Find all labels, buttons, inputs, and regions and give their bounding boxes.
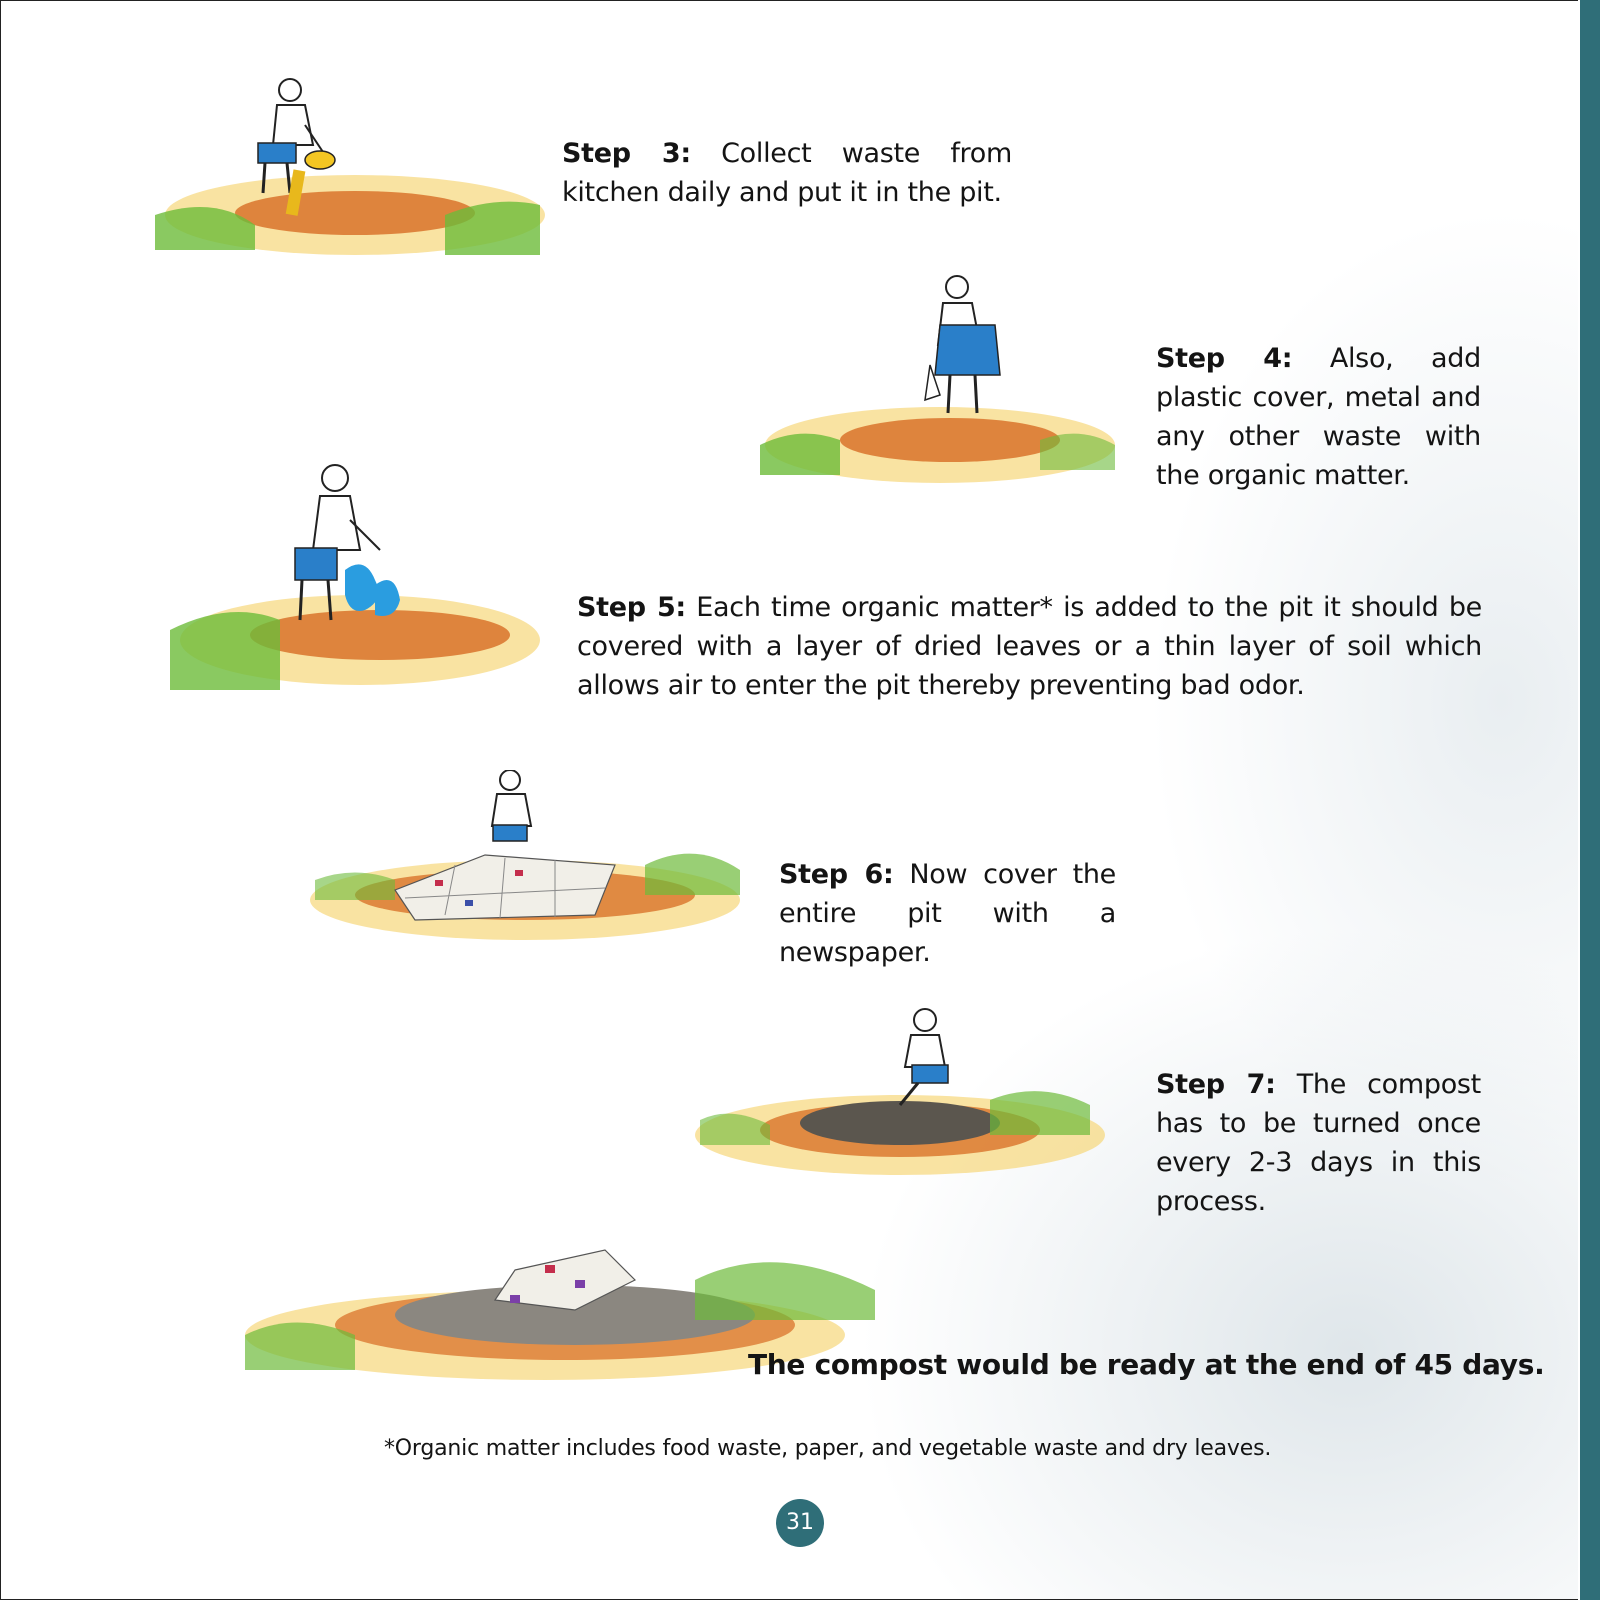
page-number: 31 — [776, 1499, 824, 1547]
illustration-step-6 — [305, 770, 745, 950]
step-6-label: Step 6: — [779, 859, 894, 890]
step-3-label: Step 3: — [562, 138, 691, 169]
illustration-step-5 — [170, 460, 540, 710]
compost-ready-note: The compost would be ready at the end of 45 days. — [748, 1348, 1545, 1381]
step-4-description: Also, add plastic cover, metal and any other waste with the organic matter. — [1156, 343, 1481, 491]
step-7-label: Step 7: — [1156, 1069, 1276, 1100]
illustration-step-7 — [690, 1005, 1110, 1190]
illustration-step-3 — [155, 75, 545, 270]
step-4-text — [1156, 339, 1481, 495]
page-edge-bar — [1580, 0, 1600, 1600]
step-3-description: Collect waste from kitchen daily and put it in the pit. — [562, 138, 1012, 208]
illustration-step-4 — [760, 275, 1120, 490]
step-7-text — [1156, 1065, 1481, 1221]
step-3-text — [562, 134, 1012, 212]
step-4-label: Step 4: — [1156, 343, 1293, 374]
step-6-text — [779, 855, 1116, 972]
step-5-text — [577, 588, 1482, 705]
step-6-description: Now cover the entire pit with a newspaper. — [779, 859, 1116, 968]
step-5-label: Step 5: — [577, 592, 686, 623]
organic-matter-footnote: *Organic matter includes food waste, paper, and vegetable waste and dry leaves. — [384, 1436, 1272, 1461]
step-5-description: Each time organic matter* is added to the pit it should be covered with a layer of dried leaves or a thin layer of soil which allows air to enter the pit thereby preventing bad odor. — [577, 592, 1482, 701]
step-7-description: The compost has to be turned once every 2-3 days in this process. — [1156, 1069, 1481, 1217]
